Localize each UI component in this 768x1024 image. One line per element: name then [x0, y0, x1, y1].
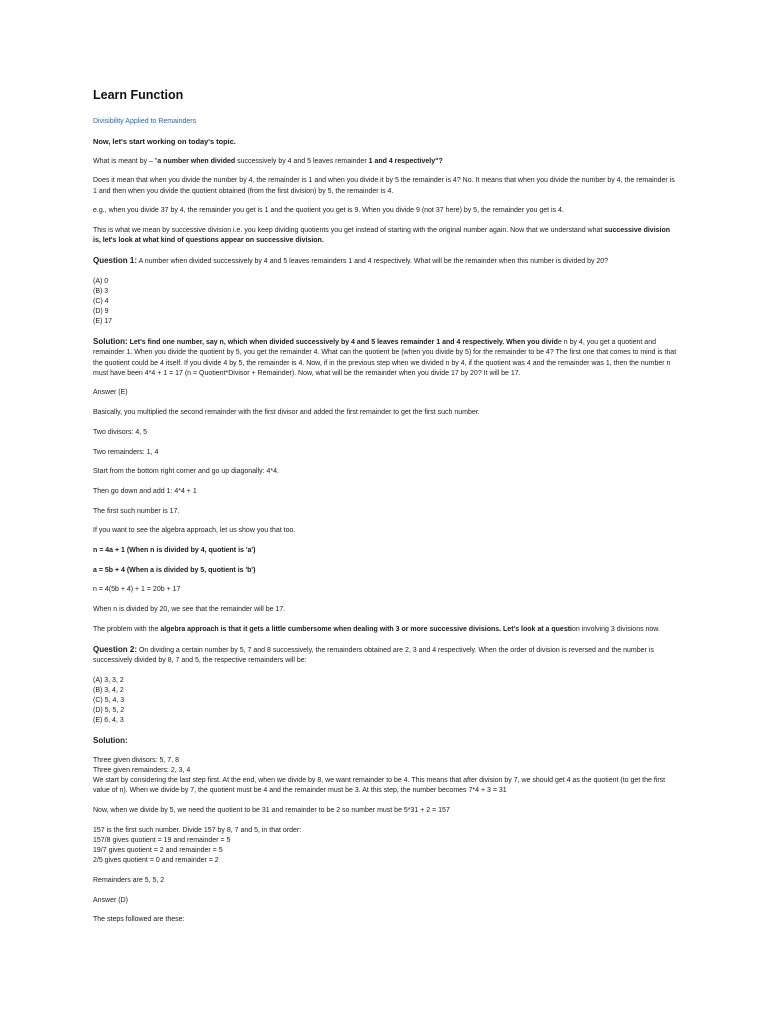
paragraph-algebra-intro: If you want to see the algebra approach, let us show you that too. [93, 527, 296, 535]
option: (C) 5, 4, 3 [93, 696, 125, 704]
option: (E) 6, 4, 3 [93, 717, 124, 725]
question-1: Question 1: A number when divided successively by 4 and 5 leaves remainders 1 and 4 respectively. What will be the remainder when this number is divided by 20? [93, 255, 609, 265]
question-1-label: Question 1: [93, 255, 138, 265]
question-2: Question 2: On dividing a certain number by 5, 7 and 8 successively, the remainders obtained are 2, 3 and 4 respectively. When the order of division is reversed and the number is successively divided by 8, 7 and 5, the respective remainders will be: [93, 644, 654, 664]
paragraph-first-number: The first such number is 17. [93, 507, 180, 515]
option: (C) 4 [93, 298, 109, 306]
option: (A) 0 [93, 277, 109, 285]
check-line: 19/7 gives quotient = 2 and remainder = 5 [93, 847, 223, 855]
solution-line: We start by considering the last step first. At the end, when we divide by 8, we want remainder to be 4. This means that after division by 7, we should get 4 as the quotient (to get the first value of n). When we divide by 7, the quotient must be 4 and the remainder must be 3. At this step, the number becomes 7*4 + 3 = 31 [93, 777, 666, 795]
paragraph-go-down: Then go down and add 1: 4*4 + 1 [93, 487, 197, 495]
solution-line: Three given remainders: 2, 3, 4 [93, 766, 191, 774]
equation-1: n = 4a + 1 (When n is divided by 4, quotient is 'a') [93, 547, 256, 555]
paragraph-algebra-problem: The problem with the algebra approach is that it gets a little cumbersome when dealing with 3 or more successive divisions. Let's look at a question involving 3 divisions now. [93, 625, 660, 633]
paragraph-steps: The steps followed are these: [93, 916, 185, 924]
paragraph-two-remainders: Two remainders: 1, 4 [93, 448, 159, 456]
check-line: 157/8 gives quotient = 19 and remainder = 5 [93, 836, 231, 844]
check-line: 2/5 gives quotient = 0 and remainder = 2 [93, 857, 219, 865]
equation-3: n = 4(5b + 4) + 1 = 20b + 17 [93, 586, 181, 594]
solution-1-label: Solution: [93, 337, 128, 347]
paragraph-remainders: Remainders are 5, 5, 2 [93, 877, 165, 885]
option: (B) 3, 4, 2 [93, 686, 124, 694]
paragraph-successive-division: This is what we mean by successive division i.e. you keep dividing quotients you get instead of starting with the original number again. Now that we understand what successive division is, let's look at what kind of questions appear on successive division. [93, 227, 671, 245]
paragraph-two-divisors: Two divisors: 4, 5 [93, 428, 148, 436]
question-2-options [93, 676, 678, 727]
equation-2: a = 5b + 4 (When a is divided by 5, quotient is 'b') [93, 566, 256, 574]
answer-1: Answer (E) [93, 389, 128, 397]
paragraph-remainder-17: When n is divided by 20, we see that the remainder will be 17. [93, 606, 286, 614]
question-1-options [93, 277, 678, 328]
solution-1: Solution: Let's find one number, say n, which when divided successively by 4 and 5 leaves remainder 1 and 4 respectively. When you divide n by 4, you get a quotient and remainder 1. When you divide the quotient by 5, you get the remainder 4. What can the quotient be (when you divide by 5) for the remainder to be 4? The first one that comes to mind is that the quotient could be 4 itself. If you divide 4 by 5, the remainder is 4. Now, if in the previous step when we divided n by 4, if the quotient was 4 and the remainder was 1, then the number n must have been 4*4 + 1 = 17 (n = Quotient*Divisor + Remainder). Now, what will be the remainder when you divide 17 by 20? It will be 17. [93, 337, 677, 377]
answer-2: Answer (D) [93, 896, 129, 904]
document-content [93, 88, 678, 935]
paragraph-start-bottom: Start from the bottom right corner and go up diagonally: 4*4. [93, 468, 279, 476]
check-lines [93, 826, 678, 867]
option: (D) 9 [93, 308, 109, 316]
lead-text: Now, let's start working on today's topic. [93, 137, 236, 146]
option: (A) 3, 3, 2 [93, 676, 124, 684]
solution-2-label: Solution: [93, 736, 128, 746]
solution-line: Three given divisors: 5, 7, 8 [93, 756, 179, 764]
option: (D) 5, 5, 2 [93, 707, 125, 715]
paragraph-example: e.g., when you divide 37 by 4, the remainder you get is 1 and the quotient you get is 9. When you divide 9 (not 37 here) by 5, the remainder you get is 4. [93, 207, 564, 215]
paragraph-explanation: Does it mean that when you divide the number by 4, the remainder is 1 and when you divide it by 5 the remainder is 4? No. It means that when you divide the number by 4, the remainder is 1 and then when you divide the quotient obtained (from the first division) by 5, the remainder is 4. [93, 177, 675, 195]
option: (B) 3 [93, 287, 109, 295]
topic-link[interactable]: Divisibility Applied to Remainders [93, 118, 197, 125]
page-title: Learn Function [93, 88, 184, 102]
question-2-label: Question 2: [93, 644, 138, 654]
paragraph-basically: Basically, you multiplied the second remainder with the first divisor and added the first remainder to get the first such number. [93, 409, 480, 417]
check-line: 157 is the first such number. Divide 157 by 8, 7 and 5, in that order: [93, 826, 302, 834]
paragraph-question-meaning: What is meant by – "a number when divided successively by 4 and 5 leaves remainder 1 and 4 respectively"? [93, 157, 443, 165]
option: (E) 17 [93, 318, 113, 326]
paragraph-divide-by-5: Now, when we divide by 5, we need the quotient to be 31 and remainder to be 2 so number must be 5*31 + 2 = 157 [93, 807, 450, 815]
solution-2-lines [93, 756, 678, 797]
